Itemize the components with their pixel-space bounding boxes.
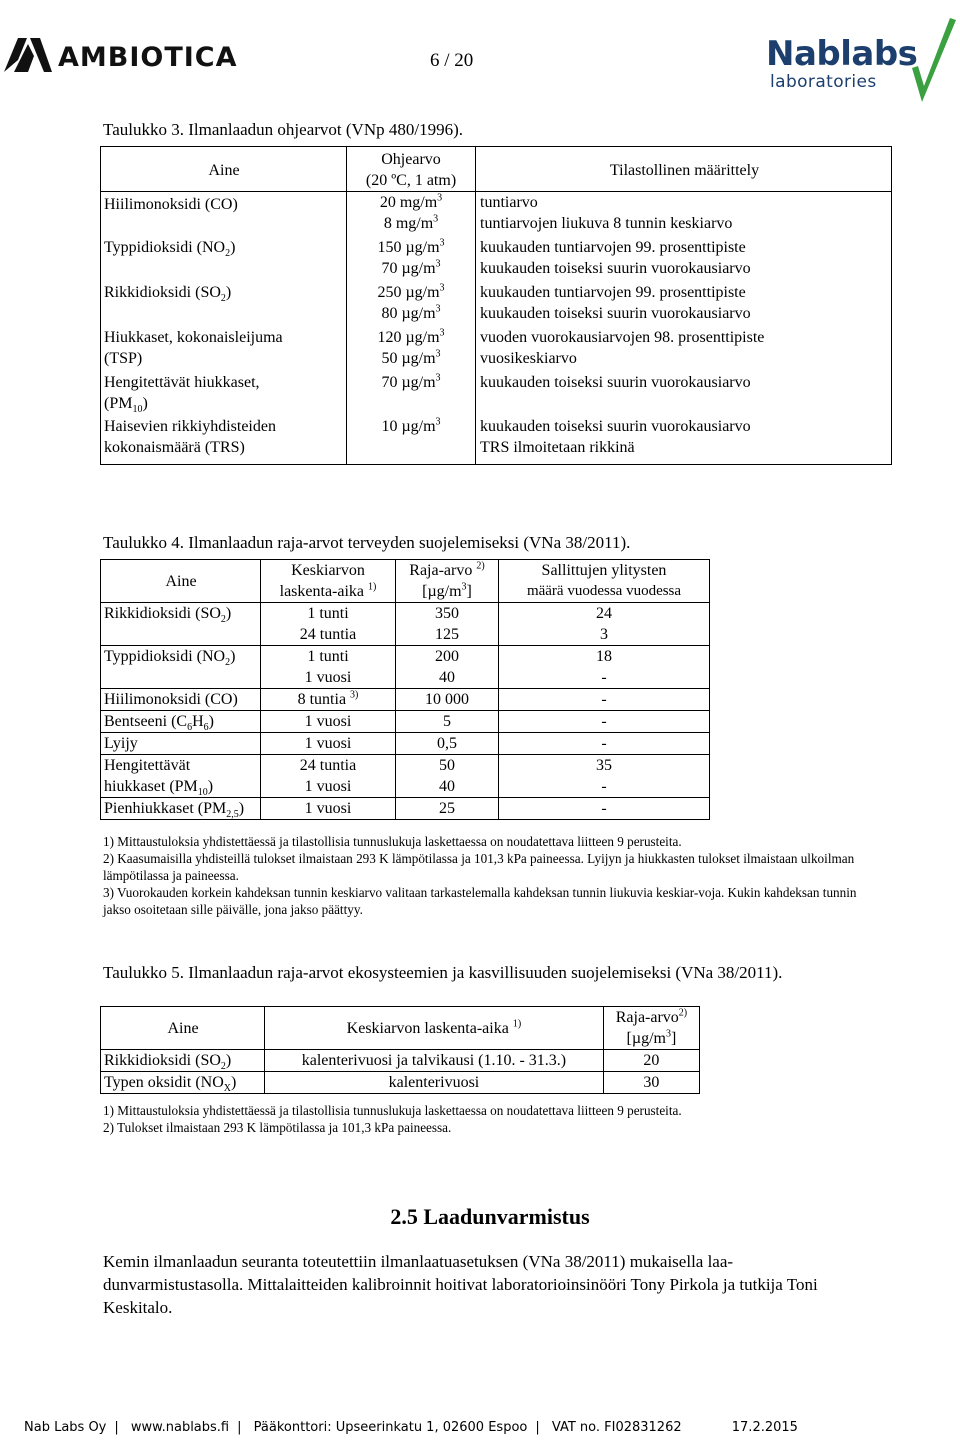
footer-website-link[interactable]: www.nablabs.fi bbox=[130, 1420, 230, 1435]
table4 bbox=[100, 559, 710, 820]
page-number: 6 / 20 bbox=[430, 50, 474, 71]
t4-row-raja: 0,5 bbox=[396, 733, 499, 755]
nablabs-wordmark: Nablabs bbox=[766, 34, 918, 74]
t3-row-aine: Haisevien rikkiyhdisteiden kokonaismäärä (TRS) bbox=[101, 414, 347, 465]
footnote: 1) Mittaustuloksia yhdistettäessä ja tilastollisia tunnuslukuja laskettaessa on noudatettava liitteen 9 perusteita. bbox=[103, 834, 682, 849]
t3-header-maarittely: Tilastollinen määrittely bbox=[609, 161, 760, 179]
t3-row-defs: vuoden vuorokausiarvojen 98. prosenttipiste vuosikeskiarvo bbox=[480, 329, 765, 367]
table4-caption: Taulukko 4. Ilmanlaadun raja-arvot terveyden suojelemiseksi (VNa 38/2011). bbox=[103, 533, 631, 552]
t3-row-values: 70 $\mu g/m^3$ bbox=[347, 369, 476, 414]
t4-row-aika: 1 tunti 24 tuntia bbox=[261, 603, 396, 646]
t3-header-aine: Aine bbox=[101, 147, 347, 192]
t4-row-aine: Lyijy bbox=[101, 733, 261, 755]
table5 bbox=[100, 1006, 700, 1094]
t3-row-aine: Rikkidioksidi $(SO_2)$ bbox=[101, 279, 347, 324]
table5-caption: Taulukko 5. Ilmanlaadun raja-arvot ekosysteemien ja kasvillisuuden suojelemiseksi (VNa 38/2011). bbox=[103, 963, 783, 982]
table4-notes bbox=[103, 833, 863, 918]
t4-header-aine: Aine bbox=[101, 560, 261, 603]
t4-row-raja: 5 bbox=[396, 711, 499, 733]
ambiotica-logo bbox=[0, 32, 262, 82]
ambiotica-mark-icon bbox=[0, 32, 56, 78]
t4-row-ylitykset: - bbox=[499, 689, 710, 711]
t5-row-raja: 30 bbox=[603, 1072, 699, 1094]
t3-row-values: 20 $mg/m^3$ 8 $mg/m^3$ bbox=[347, 192, 476, 235]
t3-row-values: 120 $\mu g/m^3$ 50 $\mu g/m^3$ bbox=[347, 324, 476, 369]
footnote: 1) Mittaustuloksia yhdistettäessä ja tilastollisia tunnuslukuja laskettaessa on noudatettava liitteen 9 perusteita. bbox=[103, 1103, 682, 1118]
t4-row-raja: 50 40 bbox=[396, 755, 499, 798]
t4-row-aika: 1 tunti 1 vuosi bbox=[261, 646, 396, 689]
t4-row-aika: 1 vuosi bbox=[261, 711, 396, 733]
t3-row-aine: Hiukkaset, kokonaisleijuma (TSP) bbox=[101, 324, 347, 369]
t4-row-raja: 350 125 bbox=[396, 603, 499, 646]
t3-row-defs: tuntiarvo tuntiarvojen liukuva 8 tunnin keskiarvo bbox=[476, 192, 892, 235]
t5-header-raja: Raja-arvo$^{2)}$ $[\mu g/m^3]$ bbox=[603, 1007, 699, 1050]
t3-row-values: 150 $\mu g/m^3$ 70 $\mu g/m^3$ bbox=[347, 234, 476, 279]
footer-date: 17.2.2015 bbox=[731, 1420, 798, 1435]
t3-header-ohjearvo: Ohjearvo (20 ºC, 1 atm) bbox=[347, 147, 476, 192]
t4-row-raja: 10 000 bbox=[396, 689, 499, 711]
t4-row-aika: 8 tuntia $^{3)}$ bbox=[261, 689, 396, 711]
t4-header-ylitykset: Sallittujen ylitysten määrä vuodessa vuodessa bbox=[526, 562, 682, 599]
footer-vat: VAT no. FI02831262 bbox=[551, 1420, 682, 1435]
nablabs-logo bbox=[766, 16, 960, 110]
t3-row-aine: Typpidioksidi $(NO_2)$ bbox=[101, 234, 347, 279]
t5-header-aika: Keskiarvon laskenta-aika $^{1)}$ bbox=[265, 1007, 604, 1050]
t4-row-aine: Hiilimonoksidi (CO) bbox=[101, 689, 261, 711]
t3-row-defs: kuukauden tuntiarvojen 99. prosenttipiste kuukauden toiseksi suurin vuorokausiarvo bbox=[480, 284, 751, 322]
t3-row-aine: Hiilimonoksidi (CO) bbox=[101, 192, 347, 235]
t5-row-aine: Typen oksidit $(NO_X)$ bbox=[101, 1072, 265, 1094]
t3-row-defs: kuukauden toiseksi suurin vuorokausiarvo TRS ilmoitetaan rikkinä bbox=[480, 418, 751, 456]
t4-row-raja: 25 bbox=[396, 798, 499, 820]
t4-row-aine: Rikkidioksidi $(SO_2)$ bbox=[101, 603, 261, 646]
t4-row-ylitykset: - bbox=[499, 733, 710, 755]
checkmark-icon bbox=[906, 16, 960, 108]
t3-row-values: 10 $\mu g/m^3$ bbox=[347, 414, 476, 465]
t4-row-ylitykset: 18 - bbox=[499, 646, 710, 689]
t5-header-aine: Aine bbox=[101, 1007, 265, 1050]
t4-row-ylitykset: - bbox=[499, 711, 710, 733]
ambiotica-wordmark: AMBIOTICA bbox=[58, 42, 238, 73]
t4-row-ylitykset: - bbox=[499, 798, 710, 820]
footnote: 2) Tulokset ilmaistaan 293 K lämpötilassa ja 101,3 kPa paineessa. bbox=[103, 1120, 452, 1135]
t4-header-aika: Keskiarvon laskenta-aika $^{1)}$ bbox=[261, 560, 396, 603]
t4-row-aika: 24 tuntia 1 vuosi bbox=[261, 755, 396, 798]
t3-row-defs: kuukauden toiseksi suurin vuorokausiarvo bbox=[480, 374, 751, 391]
section-heading: 2.5 Laadunvarmistus bbox=[390, 1204, 590, 1229]
nablabs-subtitle: laboratories bbox=[770, 72, 877, 92]
t4-row-raja: 200 40 bbox=[396, 646, 499, 689]
t4-row-ylitykset: 24 3 bbox=[499, 603, 710, 646]
footnote: 3) Vuorokauden korkein kahdeksan tunnin keskiarvo valitaan tarkastelemalla kahdeksan tunnin liukuvia keskiar-voja. Kukin kahdeksan tunnin jakso osoitetaan sille päivälle, jona jakso päättyy. bbox=[103, 885, 857, 917]
t5-row-aika: kalenterivuosi ja talvikausi (1.10. - 31.3.) bbox=[265, 1050, 604, 1072]
table5-notes bbox=[103, 1102, 863, 1136]
t5-row-aika: kalenterivuosi bbox=[265, 1072, 604, 1094]
t4-row-aika: 1 vuosi bbox=[261, 733, 396, 755]
t4-row-aine: Pienhiukkaset $(PM_{2,5})$ bbox=[101, 798, 261, 820]
t3-row-values: 250 $\mu g/m^3$ 80 $\mu g/m^3$ bbox=[347, 279, 476, 324]
t4-row-aine: Bentseeni $(C_6H_6)$ bbox=[101, 711, 261, 733]
table3-caption: Taulukko 3. Ilmanlaadun ohjearvot (VNp 480/1996). bbox=[103, 120, 463, 139]
table3 bbox=[100, 146, 892, 465]
t3-row-aine: Hengitettävät hiukkaset, $(PM_{10})$ bbox=[101, 369, 347, 414]
footnote: 2) Kaasumaisilla yhdisteillä tulokset ilmaistaan 293 K lämpötilassa ja 101,3 kPa paineessa. Lyijyn ja hiukkasten tulokset ilmaistaan ulkoilman lämpötilassa ja paineessa. bbox=[103, 851, 855, 883]
t4-row-aika: 1 vuosi bbox=[261, 798, 396, 820]
t4-row-ylitykset: 35 - bbox=[499, 755, 710, 798]
footer-company: Nab Labs Oy bbox=[24, 1420, 107, 1435]
section-paragraph: Kemin ilmanlaadun seuranta toteutettiin ilmanlaatuasetuksen (VNa 38/2011) mukaisella laa-dunvarmistustasolla. Mittalaitteiden kalibroinnit hoitivat laboratorioinsinööri Tony Pirkola ja tutkija Toni Keskitalo. bbox=[103, 1252, 818, 1317]
t4-header-raja: Raja-arvo $^{2)}$ $[\mu g/m^3]$ bbox=[396, 560, 499, 603]
page-footer: Nab Labs Oy | www.nablabs.fi | Pääkonttori: Upseerinkatu 1, 02600 Espoo | VAT no. FI02831262 17.2.2015 bbox=[24, 1420, 798, 1435]
t5-row-aine: Rikkidioksidi $(SO_2)$ bbox=[101, 1050, 265, 1072]
footer-office: Pääkonttori: Upseerinkatu 1, 02600 Espoo bbox=[253, 1420, 528, 1435]
t5-row-raja: 20 bbox=[603, 1050, 699, 1072]
t4-row-aine: Hengitettävät hiukkaset $(PM_{10})$ bbox=[101, 755, 261, 798]
t4-row-aine: Typpidioksidi $(NO_2)$ bbox=[101, 646, 261, 689]
t3-row-defs: kuukauden tuntiarvojen 99. prosenttipiste kuukauden toiseksi suurin vuorokausiarvo bbox=[480, 239, 751, 277]
